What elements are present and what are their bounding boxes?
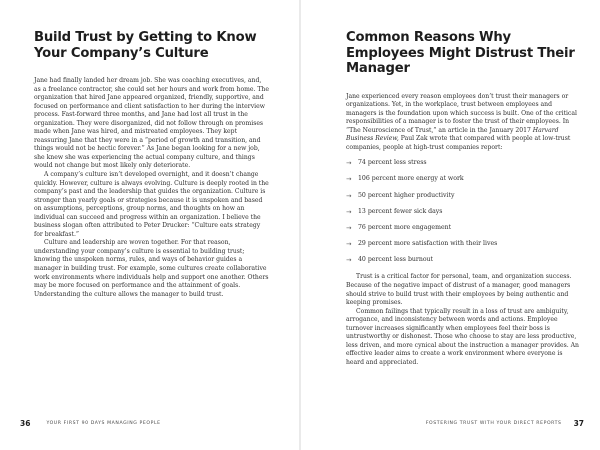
- list-item: [346, 175, 582, 184]
- right-intro-paragraph: [346, 93, 582, 153]
- left-page-content: [34, 30, 270, 299]
- list-item: [346, 224, 582, 233]
- right-paragraph-1: Trust is a critical factor for personal, team, and organization success. Because of the negative impact of distrust of a manager, good managers should strive to build trust with their employees by being authentic and keeping promises.: [346, 273, 572, 307]
- right-paragraph-2: Common failings that typically result in a loss of trust are ambiguity, arrogance, and inconsistency between words and actions. Employee turnover increases significantly when employees feel their boss is untrustworthy or dishonest. Those who choose to stay are less productive, less driven, and more cynical about the instruction a manager provides. An effective leader aims to create a work environment where everyone is heard and appreciated.: [346, 307, 579, 366]
- list-item: [346, 192, 582, 201]
- list-item: [346, 159, 582, 168]
- trust-stats-list: [346, 159, 582, 264]
- stat-text: 74 percent less stress: [358, 159, 427, 167]
- arrow-right-icon: →: [346, 159, 352, 168]
- list-item: [346, 208, 582, 217]
- arrow-right-icon: →: [346, 175, 352, 184]
- stat-text: 76 percent more engagement: [358, 223, 452, 231]
- stat-text: 50 percent higher productivity: [358, 191, 455, 199]
- arrow-right-icon: →: [346, 239, 352, 248]
- arrow-right-icon: →: [346, 191, 352, 200]
- left-page-heading: Build Trust by Getting to Know Your Company’s Culture: [34, 30, 257, 61]
- right-page-footer: [426, 419, 584, 428]
- stat-text: 40 percent less burnout: [358, 255, 434, 263]
- stat-text: 29 percent more satisfaction with their lives: [358, 239, 498, 247]
- left-running-head: YOUR FIRST 90 DAYS MANAGING PEOPLE: [46, 421, 161, 426]
- left-page-footer: [20, 419, 161, 428]
- arrow-right-icon: →: [346, 223, 352, 232]
- right-page-number: 37: [573, 419, 584, 428]
- intro-text-end: Paul Zak wrote that compared with people at low-trust companies, people at high-trust companies report:: [346, 135, 571, 151]
- left-paragraph-1: Jane had finally landed her dream job. She was coaching executives, and, as a freelance contractor, she could set her hours and work from home. The organization that hired Jane appeared organized, friendly, supportive, and focused on performance and client satisfaction to her during the interview process. Fast-forward three months, and Jane had lost all trust in the organization. They were disorganized, did not follow through on promises made when Jane was hired, and mistreated employees. They kept reassuring Jane that they were in a “period of growth and transition, and things would not be hectic forever.” As Jane began looking for a new job, she knew she was experiencing the actual company culture, and things would not change but most likely only deteriorate.: [34, 77, 269, 170]
- left-paragraph-2: A company’s culture isn’t developed overnight, and it doesn’t change quickly. However, culture is always evolving. Culture is deeply rooted in the company’s past and the leadership that guides the organization. Culture is stronger than yearly goals or strategies because it is unspoken and based on assumptions, perceptions, group norms, and thoughts on how an individual can succeed and progress within an organization. I believe the business slogan often attributed to Peter Drucker: “Culture eats strategy for breakfast.”: [34, 171, 269, 238]
- stat-text: 106 percent more energy at work: [358, 175, 464, 183]
- right-page-content: [346, 30, 582, 368]
- arrow-right-icon: →: [346, 207, 352, 216]
- intro-journal-title: Harvard Business Review,: [346, 126, 559, 143]
- list-item: [346, 240, 582, 249]
- right-page-heading: Common Reasons Why Employees Might Distrust Their Manager: [346, 30, 575, 76]
- right-running-head: FOSTERING TRUST WITH YOUR DIRECT REPORTS: [425, 421, 562, 426]
- left-paragraph-3: Culture and leadership are woven together. For that reason, understanding your company’s culture is essential to building trust; knowing the unspoken norms, rules, and ways of behavior guides a manager in building trust. For example, some cultures create collaborative work environments where individuals help and support one another. Others may be more focused on performance and the attainment of goals. Understanding the culture allows the manager to build trust.: [34, 239, 269, 298]
- left-page-number: 36: [20, 419, 31, 428]
- arrow-right-icon: →: [346, 255, 352, 264]
- stat-text: 13 percent fewer sick days: [358, 207, 443, 215]
- right-page: [300, 0, 600, 450]
- list-item: [346, 256, 582, 265]
- intro-text-start: Jane experienced every reason employees don’t trust their managers or organizations. Yet, in the workplace, trust between employees and managers is the foundation upon which success is built. One of the critical responsibilities of a manager is to foster the trust of their employees. In “The Neuroscience of Trust,” an article in the January 2017: [346, 92, 577, 134]
